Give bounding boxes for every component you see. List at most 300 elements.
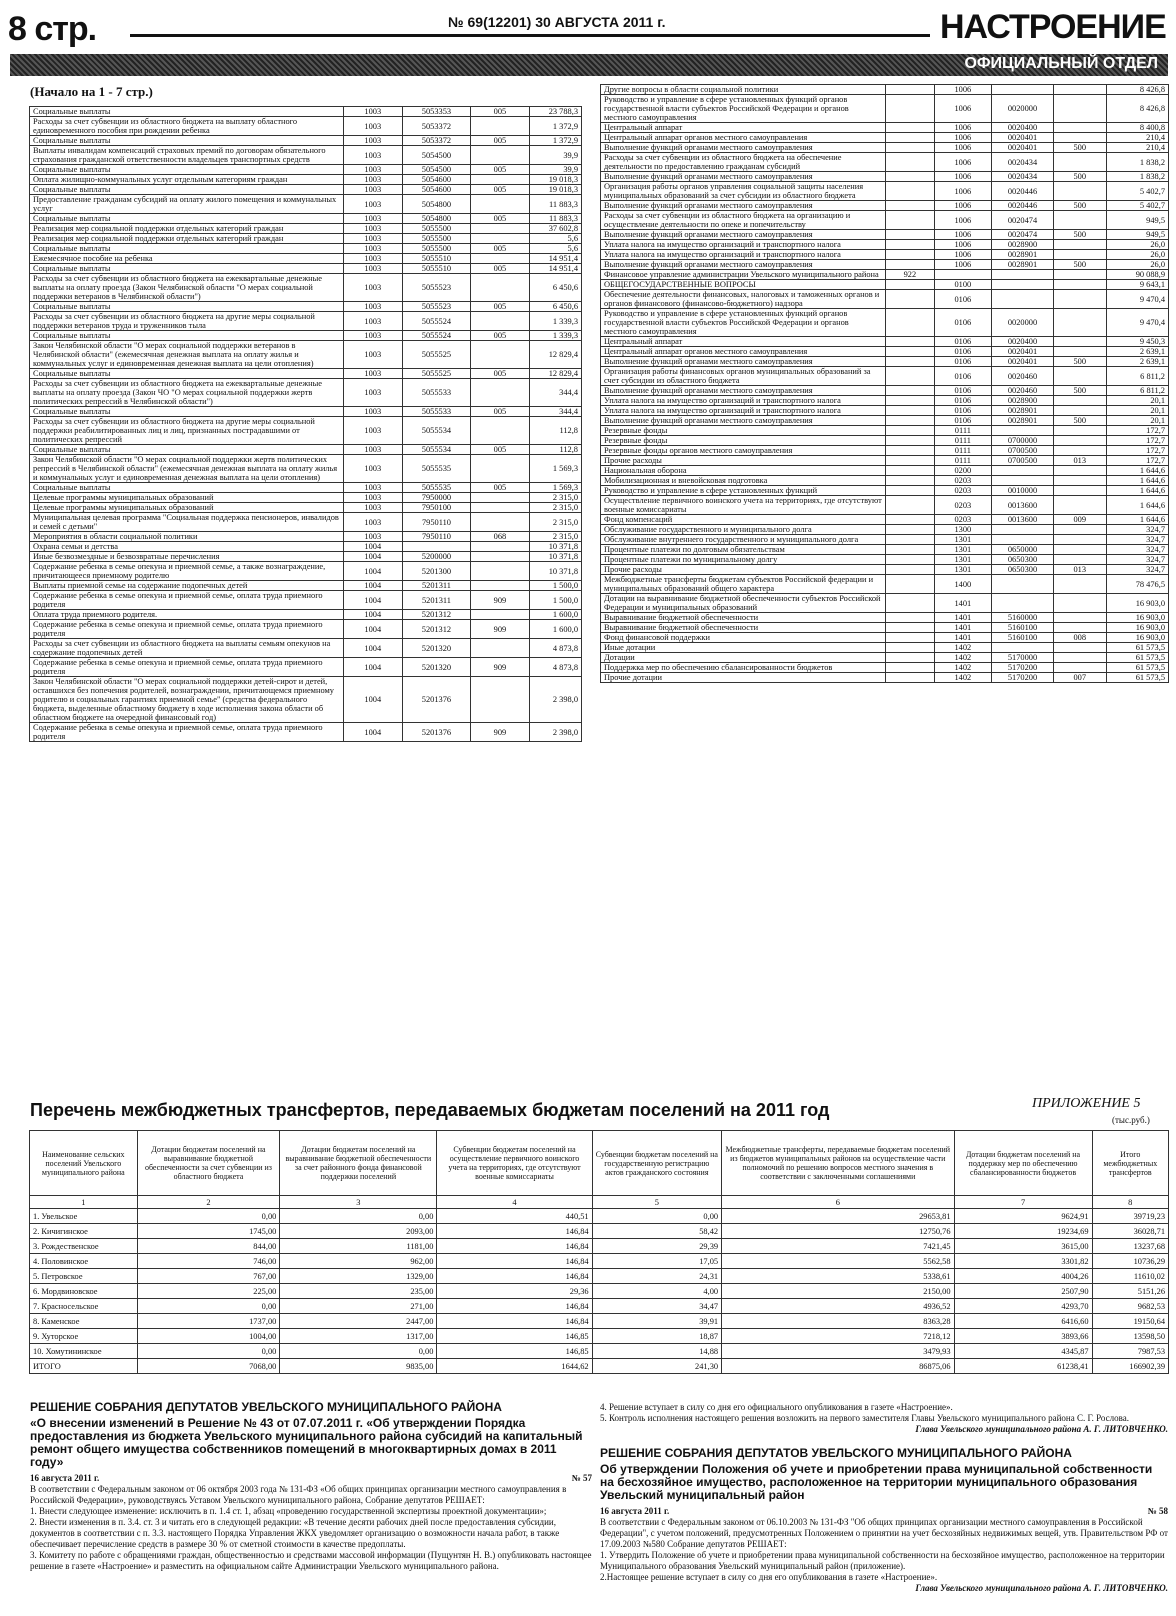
table-cell: 1006 xyxy=(934,85,992,95)
table-cell: 005 xyxy=(471,483,529,493)
table-cell: Финансовое управление администрации Увельского муниципального района xyxy=(601,270,886,280)
table-cell: 1006 xyxy=(934,133,992,143)
table-cell: 1006 xyxy=(934,153,992,172)
table-cell: 16 903,0 xyxy=(1106,633,1168,643)
table-cell: 5201311 xyxy=(402,591,471,610)
table-cell: 7218,12 xyxy=(722,1329,954,1344)
table-cell: 26,0 xyxy=(1106,240,1168,250)
table-cell: Уплата налога на имущество организаций и транспортного налога xyxy=(601,240,886,250)
table-cell xyxy=(886,575,934,594)
table-cell: 005 xyxy=(471,369,529,379)
table-cell: 008 xyxy=(1053,633,1106,643)
table-cell: Расходы за счет субвенции из областного бюджета на ежеквартальные денежные выплаты на оплату проезда (Закон ЧО "О мерах социальной поддержки жертв политических репрессий в Челябинской области") xyxy=(30,379,344,407)
table-row xyxy=(30,542,582,552)
table-cell: 1004 xyxy=(343,723,402,742)
table-cell: 1004 xyxy=(343,581,402,591)
table-cell: 9 643,1 xyxy=(1106,280,1168,290)
table-cell: Центральный аппарат xyxy=(601,123,886,133)
table-cell xyxy=(886,182,934,201)
table-row xyxy=(30,224,582,234)
table-cell: 0203 xyxy=(934,496,992,515)
table-cell: 1004 xyxy=(343,658,402,677)
table-cell: 1 500,0 xyxy=(529,591,581,610)
table-cell: 8363,28 xyxy=(722,1314,954,1329)
table-cell: 1003 xyxy=(343,341,402,369)
table-cell: 5055510 xyxy=(402,264,471,274)
table-cell: 909 xyxy=(471,591,529,610)
table-row xyxy=(601,95,1169,123)
table-row xyxy=(30,331,582,341)
table-cell: Выплаты инвалидам компенсаций страховых премий по договорам обязательного страхования гражданской ответственности владельцев транспортных средств xyxy=(30,146,344,165)
table-cell: 005 xyxy=(471,107,529,117)
table-cell xyxy=(992,575,1054,594)
table-cell: 0111 xyxy=(934,446,992,456)
table-cell xyxy=(1053,476,1106,486)
table-row xyxy=(30,610,582,620)
table-cell: 8 426,8 xyxy=(1106,85,1168,95)
table-cell: Другие вопросы в области социальной политики xyxy=(601,85,886,95)
table-cell: 3. Рождественское xyxy=(30,1239,138,1254)
table-cell: 5201320 xyxy=(402,658,471,677)
table-cell: 2 315,0 xyxy=(529,503,581,513)
table-cell: 1003 xyxy=(343,107,402,117)
table-cell: 5055510 xyxy=(402,254,471,264)
table-cell: Социальные выплаты xyxy=(30,264,344,274)
table-cell: Выполнение функций органами местного самоуправления xyxy=(601,230,886,240)
table-cell xyxy=(471,542,529,552)
table-cell xyxy=(886,446,934,456)
table-cell: Оплата жилищно-коммунальных услуг отдельным категориям граждан xyxy=(30,175,344,185)
table-cell: 949,5 xyxy=(1106,211,1168,230)
table-cell: Расходы за счет субвенции из областного бюджета на ежеквартальные денежные выплаты на оплату проезда (Закон Челябинской области "О мерах социальной поддержки ветеранов в Челябинской области") xyxy=(30,274,344,302)
table-cell: Социальные выплаты xyxy=(30,331,344,341)
table-cell xyxy=(471,639,529,658)
table-cell: 1300 xyxy=(934,525,992,535)
table-row xyxy=(30,264,582,274)
table-cell: Реализация мер социальной поддержки отдельных категорий граждан xyxy=(30,234,344,244)
decision-signature: Глава Увельского муниципального района А. Г. ЛИТОВЧЕНКО. xyxy=(915,1583,1168,1593)
table-cell: 0020434 xyxy=(992,153,1054,172)
column-index: 7 xyxy=(954,1196,1092,1209)
table-cell: 172,7 xyxy=(1106,436,1168,446)
table-cell: Содержание ребенка в семье опекуна и приемной семье, оплата труда приемного родителя xyxy=(30,620,344,639)
table-row xyxy=(30,1344,1169,1359)
table-cell: Прочие дотации xyxy=(601,673,886,683)
table-cell: 0010000 xyxy=(992,486,1054,496)
table-cell: 0700500 xyxy=(992,456,1054,466)
table-cell xyxy=(886,496,934,515)
table-cell: 1003 xyxy=(343,302,402,312)
table-cell: 0203 xyxy=(934,486,992,496)
table-cell: 19150,64 xyxy=(1092,1314,1168,1329)
table-cell: 500 xyxy=(1053,386,1106,396)
table-cell xyxy=(886,486,934,496)
table-cell: 324,7 xyxy=(1106,555,1168,565)
table-row xyxy=(30,723,582,742)
decision-58 xyxy=(600,1448,1168,1594)
table-cell: 1003 xyxy=(343,532,402,542)
table-row xyxy=(30,214,582,224)
table-cell: 4293,70 xyxy=(954,1299,1092,1314)
table-cell: 0,00 xyxy=(280,1344,437,1359)
table-row xyxy=(601,133,1169,143)
table-cell: 324,7 xyxy=(1106,535,1168,545)
table-cell: 29653,81 xyxy=(722,1209,954,1224)
table-cell xyxy=(1053,545,1106,555)
decision-number: № 58 xyxy=(1147,1506,1168,1516)
table-cell: Выполнение функций органами местного самоуправления xyxy=(601,172,886,182)
table-cell xyxy=(886,95,934,123)
decision-57 xyxy=(30,1402,592,1572)
table-cell xyxy=(1053,309,1106,337)
table-cell: Ежемесячное пособие на ребенка xyxy=(30,254,344,264)
table-cell: 3301,82 xyxy=(954,1254,1092,1269)
table-cell xyxy=(886,309,934,337)
table-cell: 14 951,4 xyxy=(529,254,581,264)
column-index-row xyxy=(30,1196,1169,1209)
table-cell: 1003 xyxy=(343,165,402,175)
table-cell xyxy=(886,673,934,683)
table-cell xyxy=(992,476,1054,486)
column-index: 1 xyxy=(30,1196,138,1209)
table-cell xyxy=(471,610,529,620)
table-cell: 2 315,0 xyxy=(529,493,581,503)
table-cell: 500 xyxy=(1053,260,1106,270)
table-cell xyxy=(471,146,529,165)
table-cell xyxy=(886,201,934,211)
table-cell: 922 xyxy=(886,270,934,280)
table-cell xyxy=(471,677,529,723)
table-cell: 5201376 xyxy=(402,723,471,742)
table-cell xyxy=(886,260,934,270)
decision-point-2: 2. Внести изменения в п. 3.4. ст. 3 и читать его в следующей редакции: «В течение десяти рабочих дней после предоставления субсидии, документов в соответствии с п. 3.3. настоящего Порядка Управления ЖКХ уведомляет организацию о возможности начала работ, в также обеспечивает перечисление средств в размере 30 % от сметной стоимости в качестве предоплаты. xyxy=(30,1517,560,1549)
table-row xyxy=(601,143,1169,153)
table-cell xyxy=(471,455,529,483)
continuation-note: (Начало на 1 - 7 стр.) xyxy=(30,84,153,99)
table-cell: 1 600,0 xyxy=(529,610,581,620)
table-cell: 5055535 xyxy=(402,483,471,493)
table-cell: 5054500 xyxy=(402,165,471,175)
table-cell: 0100 xyxy=(934,280,992,290)
decision-57-end xyxy=(600,1402,1168,1435)
table-cell: 146,84 xyxy=(437,1224,592,1239)
table-cell: Обеспечение деятельности финансовых, налоговых и таможенных органов и органов финансового (финансово-бюджетного) надзора xyxy=(601,290,886,309)
table-cell: 5055525 xyxy=(402,369,471,379)
table-cell: 1329,00 xyxy=(280,1269,437,1284)
table-cell: 1 838,2 xyxy=(1106,172,1168,182)
table-cell xyxy=(1053,95,1106,123)
table-cell: 2. Кичигинское xyxy=(30,1224,138,1239)
table-cell: 271,00 xyxy=(280,1299,437,1314)
table-cell: 1003 xyxy=(343,503,402,513)
table-cell: 5,6 xyxy=(529,234,581,244)
table-cell: 2447,00 xyxy=(280,1314,437,1329)
column-header: Межбюджетные трансферты, передаваемые бюджетам поселений из бюджетов муниципальных районов на осуществление части полномочий по решению вопросов местного значения в соответствии с заключенными соглашениями xyxy=(722,1131,954,1196)
table-row xyxy=(30,513,582,532)
table-cell: 1006 xyxy=(934,250,992,260)
table-cell: Выполнение функций органами местного самоуправления xyxy=(601,143,886,153)
table-cell: 1006 xyxy=(934,172,992,182)
table-cell: 6416,60 xyxy=(954,1314,1092,1329)
table-row xyxy=(601,230,1169,240)
column-header: Наименование сельских поселений Увельского муниципального района xyxy=(30,1131,138,1196)
table-cell: Социальные выплаты xyxy=(30,369,344,379)
table-cell xyxy=(886,357,934,367)
appendix-unit: (тыс.руб.) xyxy=(1112,1115,1150,1125)
table-cell: Выполнение функций органами местного самоуправления xyxy=(601,416,886,426)
table-cell: 0106 xyxy=(934,309,992,337)
table-cell: 10 371,8 xyxy=(529,542,581,552)
table-cell: 9. Хуторское xyxy=(30,1329,138,1344)
table-cell: Содержание ребенка в семье опекуна и приемной семье, оплата труда приемного родителя xyxy=(30,723,344,742)
table-cell: 5 402,7 xyxy=(1106,182,1168,201)
table-cell: 0106 xyxy=(934,396,992,406)
table-cell: 1003 xyxy=(343,185,402,195)
table-cell xyxy=(886,240,934,250)
table-cell: 5200000 xyxy=(402,552,471,562)
table-cell: 0203 xyxy=(934,476,992,486)
table-cell: Организация работы финансовых органов муниципальных образований за счет субсидии из областного бюджета xyxy=(601,367,886,386)
table-cell: ОБЩЕГОСУДАРСТВЕННЫЕ ВОПРОСЫ xyxy=(601,280,886,290)
table-row xyxy=(601,280,1169,290)
header-rule xyxy=(130,34,930,37)
table-cell: 1737,00 xyxy=(137,1314,280,1329)
issue-info: № 69(12201) 30 АВГУСТА 2011 г. xyxy=(440,14,674,30)
table-cell: 2093,00 xyxy=(280,1224,437,1239)
table-cell: 4. Половинское xyxy=(30,1254,138,1269)
table-cell: 1301 xyxy=(934,565,992,575)
table-row xyxy=(30,185,582,195)
table-cell: Закон Челябинской области "О мерах социальной поддержки жертв политических репрессий в Челябинской области" (ежемесячная денежная выплата на оплату жилья и коммунальных услуг и единовременная денежная выплата на цели отопления) xyxy=(30,455,344,483)
table-cell: 1003 xyxy=(343,136,402,146)
table-cell xyxy=(1053,367,1106,386)
table-row xyxy=(601,545,1169,555)
table-cell: 20,1 xyxy=(1106,416,1168,426)
table-cell: Поддержка мер по обеспечению сбалансированности бюджетов xyxy=(601,663,886,673)
table-cell: 24,31 xyxy=(592,1269,721,1284)
table-cell: 112,8 xyxy=(529,445,581,455)
table-cell: 61 573,5 xyxy=(1106,643,1168,653)
table-cell: 5 402,7 xyxy=(1106,201,1168,211)
table-cell: Процентные платежи по муниципальному долгу xyxy=(601,555,886,565)
table-cell: Оплата труда приемного родителя. xyxy=(30,610,344,620)
table-cell xyxy=(1053,643,1106,653)
table-cell: 61 573,5 xyxy=(1106,663,1168,673)
table-cell xyxy=(1053,123,1106,133)
table-cell xyxy=(886,476,934,486)
table-cell: 0020446 xyxy=(992,182,1054,201)
table-cell: 146,84 xyxy=(437,1314,592,1329)
table-cell: 210,4 xyxy=(1106,143,1168,153)
table-cell: 1004 xyxy=(343,620,402,639)
table-row xyxy=(30,455,582,483)
table-cell: 16 903,0 xyxy=(1106,623,1168,633)
table-cell xyxy=(1053,182,1106,201)
table-row xyxy=(601,211,1169,230)
table-cell: 210,4 xyxy=(1106,133,1168,143)
table-cell: 1003 xyxy=(343,483,402,493)
table-cell xyxy=(471,224,529,234)
table-cell: 0028901 xyxy=(992,416,1054,426)
table-cell: 0,00 xyxy=(592,1209,721,1224)
table-cell xyxy=(1053,153,1106,172)
table-cell: 0020460 xyxy=(992,367,1054,386)
table-cell: ИТОГО xyxy=(30,1359,138,1374)
table-cell xyxy=(992,85,1054,95)
table-header-row xyxy=(30,1131,1169,1196)
table-cell xyxy=(886,396,934,406)
table-cell: 37 602,8 xyxy=(529,224,581,234)
table-cell: 0020400 xyxy=(992,123,1054,133)
table-cell: 0106 xyxy=(934,337,992,347)
table-row xyxy=(30,483,582,493)
table-cell: 005 xyxy=(471,244,529,254)
table-cell: 29,36 xyxy=(437,1284,592,1299)
table-cell: 20,1 xyxy=(1106,396,1168,406)
table-cell: 12 829,4 xyxy=(529,341,581,369)
table-cell: 9 470,4 xyxy=(1106,309,1168,337)
table-cell: 0106 xyxy=(934,290,992,309)
table-cell xyxy=(886,153,934,172)
table-cell: 4345,87 xyxy=(954,1344,1092,1359)
table-cell: Резервные фонды xyxy=(601,426,886,436)
table-cell: 14 951,4 xyxy=(529,264,581,274)
table-row xyxy=(601,575,1169,594)
table-cell: 0,00 xyxy=(137,1209,280,1224)
decision-point-4: 4. Решение вступает в силу со дня его официального опубликования в газете «Настроение». xyxy=(600,1402,953,1412)
table-cell: Центральный аппарат органов местного самоуправления xyxy=(601,347,886,357)
table-cell xyxy=(886,290,934,309)
table-cell: 5201311 xyxy=(402,581,471,591)
table-cell: 20,1 xyxy=(1106,406,1168,416)
table-cell: 007 xyxy=(1053,673,1106,683)
table-cell: 324,7 xyxy=(1106,525,1168,535)
table-row xyxy=(601,643,1169,653)
column-index: 8 xyxy=(1092,1196,1168,1209)
table-cell xyxy=(1053,623,1106,633)
table-row xyxy=(30,234,582,244)
table-cell: 6. Мордвиновское xyxy=(30,1284,138,1299)
table-cell: 14,88 xyxy=(592,1344,721,1359)
table-cell xyxy=(1053,337,1106,347)
table-cell: 909 xyxy=(471,658,529,677)
table-row xyxy=(30,195,582,214)
table-cell: 7. Красносельское xyxy=(30,1299,138,1314)
table-cell: 0106 xyxy=(934,416,992,426)
table-cell xyxy=(886,133,934,143)
table-row xyxy=(30,369,582,379)
table-cell: 1 569,3 xyxy=(529,455,581,483)
table-cell xyxy=(992,280,1054,290)
table-cell: Уплата налога на имущество организаций и транспортного налога xyxy=(601,250,886,260)
table-cell: 58,42 xyxy=(592,1224,721,1239)
table-cell: 1003 xyxy=(343,513,402,532)
table-cell: 0,00 xyxy=(137,1299,280,1314)
table-cell xyxy=(1053,133,1106,143)
table-cell: 5160100 xyxy=(992,633,1054,643)
table-cell: 39,9 xyxy=(529,146,581,165)
table-row xyxy=(601,456,1169,466)
table-cell: 1402 xyxy=(934,673,992,683)
table-cell: 500 xyxy=(1053,416,1106,426)
table-cell: 0020474 xyxy=(992,230,1054,240)
table-cell: 1003 xyxy=(343,417,402,445)
table-row xyxy=(30,302,582,312)
table-cell: 005 xyxy=(471,165,529,175)
table-cell: 4936,52 xyxy=(722,1299,954,1314)
table-row xyxy=(30,677,582,723)
table-cell xyxy=(886,594,934,613)
table-cell: 7950110 xyxy=(402,532,471,542)
table-cell: 1401 xyxy=(934,623,992,633)
table-cell xyxy=(402,542,471,552)
table-cell: 18,87 xyxy=(592,1329,721,1344)
table-row xyxy=(601,270,1169,280)
table-cell: 009 xyxy=(1053,515,1106,525)
table-cell xyxy=(1053,653,1106,663)
table-cell: 1003 xyxy=(343,407,402,417)
table-cell: 0020434 xyxy=(992,172,1054,182)
table-cell: 2 315,0 xyxy=(529,532,581,542)
table-cell: 1181,00 xyxy=(280,1239,437,1254)
column-index: 6 xyxy=(722,1196,954,1209)
table-cell: Расходы за счет субвенции из областного бюджета на обеспечение деятельности по предоставлению гражданам субсидий xyxy=(601,153,886,172)
table-cell: 0028900 xyxy=(992,396,1054,406)
table-cell xyxy=(471,581,529,591)
table-row xyxy=(30,658,582,677)
table-cell: 1 644,6 xyxy=(1106,496,1168,515)
table-cell xyxy=(886,337,934,347)
table-cell xyxy=(471,513,529,532)
table-cell xyxy=(471,254,529,264)
table-cell: 6 811,2 xyxy=(1106,386,1168,396)
table-cell: Дотации на выравнивание бюджетной обеспеченности субъектов Российской Федерации и муниципальных образований xyxy=(601,594,886,613)
table-cell xyxy=(886,436,934,446)
table-cell: Расходы за счет субвенции из областного бюджета на выплаты семьям опекунов на содержание подопечных детей xyxy=(30,639,344,658)
table-cell: 2 398,0 xyxy=(529,677,581,723)
table-cell xyxy=(471,379,529,407)
table-cell: Национальная оборона xyxy=(601,466,886,476)
table-cell: Социальные выплаты xyxy=(30,302,344,312)
table-row xyxy=(601,347,1169,357)
table-row xyxy=(601,476,1169,486)
table-row xyxy=(30,254,582,264)
table-cell xyxy=(934,270,992,280)
table-cell: 1006 xyxy=(934,211,992,230)
table-cell: 146,85 xyxy=(437,1329,592,1344)
table-cell xyxy=(1053,555,1106,565)
table-row xyxy=(601,565,1169,575)
column-index: 2 xyxy=(137,1196,280,1209)
table-cell: 1003 xyxy=(343,264,402,274)
table-cell xyxy=(886,406,934,416)
table-row xyxy=(30,175,582,185)
table-cell: Мероприятия в области социальной политики xyxy=(30,532,344,542)
table-cell: 5562,58 xyxy=(722,1254,954,1269)
table-cell: 0020401 xyxy=(992,347,1054,357)
table-cell: 5,6 xyxy=(529,244,581,254)
table-cell xyxy=(992,643,1054,653)
table-cell xyxy=(992,466,1054,476)
table-cell: 1 644,6 xyxy=(1106,466,1168,476)
table-row xyxy=(30,165,582,175)
table-cell: Закон Челябинской области "О мерах социальной поддержки детей-сирот и детей, оставшихся без попечения родителей, вознаграждении, причитающемся приемному родителю и социальных гарантиях приемной семье" (средства федерального бюджета, выделенные областному бюджету в ходе исполнения закона области об областном бюджете на очередной финансовый год) xyxy=(30,677,344,723)
table-cell: 23 788,3 xyxy=(529,107,581,117)
table-row xyxy=(601,416,1169,426)
decision-title: Об утверждении Положения об учете и приобретении права муниципальной собственности на бесхозяйное имущество, расположенное на территории муниципального образования Увельский муниципальный район xyxy=(600,1462,1153,1502)
table-cell: Осуществление первичного воинского учета на территориях, где отсутствуют военные комиссариаты xyxy=(601,496,886,515)
page-number: 8 стр. xyxy=(8,10,97,48)
